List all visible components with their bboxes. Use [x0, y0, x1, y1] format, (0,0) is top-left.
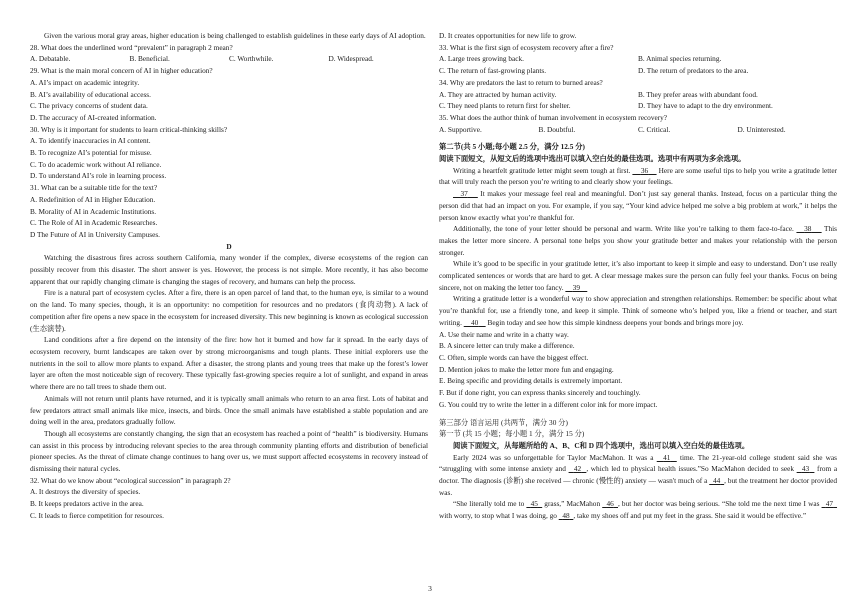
cloze-p2-text-a: “She literally told me to	[453, 499, 525, 509]
q28-option-c: C. Worthwhile.	[229, 54, 274, 64]
q33-option-b: B. Animal species returning.	[638, 54, 722, 64]
q35-option-c: C. Critical.	[638, 124, 671, 134]
q33-option-a: A. Large trees growing back.	[439, 54, 524, 64]
cloze-p1-text-b: time. The 21-year-old college student said she was “struggling with some intense anxiety and	[439, 452, 838, 474]
q35-option-a: A. Supportive.	[439, 124, 482, 134]
q34-options-row-2	[439, 100, 837, 112]
q31-option-a: A. Redefinition of AI in Higher Education.	[30, 194, 156, 204]
cloze-p2-text-e: , take my shoes off and put my feet in the grass. She said it would be effective.”	[573, 511, 807, 521]
cloze-p1-text-a: Early 2024 was so unforgettable for Taylor MacMahon. It was a	[453, 452, 654, 462]
blank-43[interactable]	[797, 464, 815, 473]
gratitude-option-c: C. Often, simple words can have the biggest effect.	[439, 352, 589, 362]
q33-options-row-2	[439, 65, 837, 77]
gratitude-option-e: E. Being specific and providing details is extremely important.	[439, 376, 623, 386]
q34-stem: 34. Why are predators the last to return to burned areas?	[439, 77, 603, 87]
q30-option-a: A. To identify inaccuracies in AI content.	[30, 136, 151, 146]
blank-37[interactable]	[453, 189, 478, 198]
blank-41[interactable]	[657, 453, 677, 462]
blank-39-number: 39	[572, 282, 580, 292]
gratitude-option-b: B. A sincere letter can truly make a difference.	[439, 341, 575, 351]
q33-stem: 33. What is the first sign of ecosystem recovery after a fire?	[439, 42, 614, 52]
q28-option-b: B. Beneficial.	[129, 54, 170, 64]
q29-option-c: C. The privacy concerns of student data.	[30, 101, 148, 111]
q34-option-a: A. They are attracted by human activity.	[439, 89, 557, 99]
q29-option-a: A. AI’s impact on academic integrity.	[30, 77, 140, 87]
part3-heading: 第三部分 语言运用 (共两节，满分 30 分)	[439, 417, 568, 427]
gratitude-paragraph-4	[439, 258, 837, 293]
passage-d-paragraph-4: Animals will not return until plants have returned, and it is typically small animals who return to an area first. Lots of habitat and few predators attract small animals like mice, insects, and birds. Once the small animals have established a stable population and are doing well in the area, predators gradually follow.	[30, 393, 428, 427]
blank-43-number: 43	[801, 464, 810, 474]
q29-stem: 29. What is the main moral concern of AI in higher education?	[30, 66, 213, 76]
gratitude-p3-text-a: Additionally, the tone of your letter should be personal and warm. Write like you’re talking to them face-to-face.	[453, 224, 794, 234]
gratitude-option-g: G. You could try to write the letter in a different color ink for more impact.	[439, 399, 658, 409]
cloze-p1-text-d: from a doctor. The diagnosis (诊断) she received — chronic (慢性的) anxiety — wasn't much of a	[439, 464, 838, 486]
blank-37-number: 37	[460, 189, 468, 199]
q34-options-row-1	[439, 89, 837, 101]
cloze-p2-text-b: grass,” MacMahon	[544, 499, 601, 509]
passage-d-paragraph-1: Watching the disastrous fires across southern California, many wonder if the complex, diverse ecosystems of the region can possibly recover from this disaster. The short answer is yes. However, the process is not simple. More recently, it has also become apparent that our rapidly changing climate is changing the stages of recovery, and humans can help the process.	[30, 253, 428, 286]
q32-option-d: D. It creates opportunities for new life to grow.	[439, 31, 577, 40]
blank-42-number: 42	[573, 464, 582, 474]
q28-stem: 28. What does the underlined word “prevalent” in paragraph 2 mean?	[30, 42, 233, 52]
blank-48-number: 48	[562, 511, 570, 521]
part2-heading: 第二节(共 5 小题;每小题 2.5 分，满分 12.5 分)	[439, 142, 585, 152]
q35-option-b: B. Doubtful.	[538, 124, 576, 134]
q31-option-b: B. Morality of AI in Academic Institutions.	[30, 206, 157, 216]
part2-instruction: 阅读下面短文，从短文后的选项中选出可以填入空白处的最佳选项。选项中有两项为多余选项。	[439, 154, 746, 164]
blank-44-number: 44	[713, 476, 721, 486]
blank-39[interactable]	[565, 283, 587, 292]
q32-option-c: C. It leads to fierce competition for resources.	[30, 510, 164, 520]
blank-44[interactable]	[709, 476, 724, 485]
cloze-p2-text-c: , but her doctor was being serious. “She told me the next time I was	[618, 499, 820, 509]
gratitude-option-d: D. Mention jokes to make the letter more fun and engaging.	[439, 364, 614, 374]
blank-48[interactable]	[559, 511, 574, 520]
cloze-p2-text-d: with worry, to stop what I was doing, go	[439, 511, 557, 521]
q33-option-c: C. The return of fast-growing plants.	[439, 66, 547, 76]
q35-stem: 35. What does the author think of human involvement in ecosystem recovery?	[439, 112, 668, 122]
gratitude-p1-text-b: Here are some useful tips to help you write a gratitude letter that will truly reach the person you’re writing to and clearly show your feelings.	[439, 165, 838, 187]
q30-stem: 30. Why is it important for students to learn critical-thinking skills?	[30, 124, 228, 134]
blank-38[interactable]	[796, 224, 821, 233]
blank-47-number: 47	[825, 499, 834, 509]
gratitude-paragraph-5	[439, 293, 837, 328]
cloze-paragraph-1	[439, 452, 837, 499]
passage-c-conclusion: Given the various moral gray areas, higher education is being challenged to establish guidelines in these early days of AI adoption.	[44, 31, 426, 40]
section-d-heading: D	[226, 241, 232, 251]
gratitude-p2-text: It makes your message feel real and meaningful. Don’t just say general thanks. Instead, focus on a particular thing the person did that had an impact on you. For example, if you say, “Your kind advice helped me solve a big problem at work,” it helps the person know exactly what you’re thankful for.	[439, 189, 837, 222]
part3-subheading: 第一节 (共 15 小题；每小题 1 分，满分 15 分)	[439, 429, 585, 439]
left-column	[30, 30, 428, 522]
q33-options-row-1	[439, 53, 837, 65]
blank-46-number: 46	[606, 499, 614, 509]
q33-option-d: D. The return of predators to the area.	[638, 66, 749, 76]
cloze-p1-text-c: , which led to physical health issues.”So MacMahon decided to seek	[586, 464, 795, 474]
q29-option-d: D. The accuracy of AI-created information.	[30, 112, 157, 122]
q35-option-d: D. Uninterested.	[737, 124, 786, 134]
gratitude-p5-text-b: Begin today and see how this simple kindness deepens your bonds and brings more joy.	[487, 317, 744, 327]
q32-option-a: A. It destroys the diversity of species.	[30, 487, 141, 497]
cloze-paragraph-2	[439, 498, 837, 521]
q31-option-d: D The Future of AI in University Campuses.	[30, 229, 160, 239]
passage-d-paragraph-3: Land conditions after a fire depend on the intensity of the fire: how hot it burned and how far it spread. In the early days of ecosystem recovery, burnt landscapes are taken over by strong microorganisms and tough plants. These initial explorers use the nutrients in the soil to allow more plants to expand. After a disaster, the strong plants and young trees that make up the forest’s lower layer are often the most noticeable sign of recovery. These typically fast-growing species require a lot of sunlight, and expand in areas where there are no tall trees to shade them out.	[30, 335, 428, 392]
q29-option-b: B. AI’s availability of educational access.	[30, 89, 151, 99]
blank-36[interactable]	[632, 166, 656, 175]
gratitude-paragraph-3	[439, 223, 837, 258]
blank-38-number: 38	[804, 224, 812, 234]
q28-option-d: D. Widespread.	[328, 54, 374, 64]
q31-stem: 31. What can be a suitable title for the text?	[30, 183, 158, 193]
blank-40[interactable]	[464, 318, 486, 327]
q28-options	[30, 53, 428, 65]
passage-d-paragraph-5: Though all ecosystems are constantly changing, the sign that an ecosystem has reached a point of “health” is biodiversity. Humans can assist in this process by introducing relevant species to the area through community planting efforts and distribution of beneficial pioneer species. As the threat of climate change continues to hang over us, we must support affected ecosystems in recovery instead of dismissing their natural cycles.	[30, 428, 428, 474]
gratitude-p3-text-b: This makes the letter more sincere. A personal tone helps you show your gratitude better and makes your relationship with the person stronger.	[439, 224, 838, 257]
blank-46[interactable]	[602, 499, 618, 508]
q34-option-b: B. They prefer areas with abundant food.	[638, 89, 758, 99]
q32-stem: 32. What do we know about “ecological succession” in paragraph 2?	[30, 475, 231, 485]
blank-42[interactable]	[569, 464, 587, 473]
blank-41-number: 41	[663, 452, 671, 462]
gratitude-option-f: F. But if done right, you can express thanks sincerely and touchingly.	[439, 388, 641, 398]
part3-instruction: 阅读下面短文，从每题所给的 A、B、C和 D 四个选项中，选出可以填入空白处的最佳选项。	[453, 440, 750, 450]
gratitude-p4-text: While it’s good to be specific in your gratitude letter, it’s also important to keep it simple and easy to understand. Don’t use really complicated sentences or words that are hard to get. A clear message makes sure the person can fully feel your thanks. Focus on being sincere, not on making the letter too fancy.	[439, 259, 837, 292]
q30-option-c: C. To do academic work without AI reliance.	[30, 159, 162, 169]
q30-option-b: B. To recognize AI’s potential for misuse.	[30, 148, 152, 158]
blank-40-number: 40	[471, 317, 479, 327]
gratitude-paragraph-2	[439, 188, 837, 223]
q34-option-c: C. They need plants to return first for shelter.	[439, 101, 571, 111]
gratitude-paragraph-1	[439, 165, 837, 188]
blank-36-number: 36	[640, 165, 649, 175]
q34-option-d: D. They have to adapt to the dry environment.	[638, 101, 773, 111]
q31-option-c: C. The Role of AI in Academic Researches.	[30, 218, 158, 228]
blank-45-number: 45	[530, 499, 538, 509]
blank-47[interactable]	[822, 499, 837, 508]
gratitude-option-a: A. Use their name and write in a chatty way.	[439, 329, 569, 339]
cloze-p1-text-e: , but the treatment her doctor provided was.	[439, 476, 838, 497]
q35-options	[439, 124, 837, 136]
gratitude-p1-text-a: Writing a heartfelt gratitude letter might seem tough at first.	[453, 165, 631, 175]
gratitude-p5-text-a: Writing a gratitude letter is a wonderful way to show appreciation and strengthen relationships. Remember: be specific about what you’re thankful for, use a friendly tone, and keep it simple. Think of someone who’s helped you, like a friend or teacher, and start writing.	[439, 294, 837, 327]
page-number: 3	[428, 584, 432, 593]
passage-d-paragraph-2: Fire is a natural part of ecosystem cycles. After a fire, there is an open parcel of land that, to the human eye, is similar to a wound on the land. To many species, though, it is an opportunity: no competition for resources and no predators (食肉动物). A lack of competition after fire opens a new space in the ecosystem for increased diversity. This new beginning is known as ecological succession (生态演替).	[30, 288, 428, 333]
q30-option-d: D. To understand AI’s role in learning process.	[30, 171, 167, 181]
q32-option-b: B. It keeps predators active in the area.	[30, 499, 144, 509]
q28-option-a: A. Debatable.	[30, 54, 71, 64]
right-column	[439, 30, 837, 522]
blank-45[interactable]	[526, 499, 542, 508]
